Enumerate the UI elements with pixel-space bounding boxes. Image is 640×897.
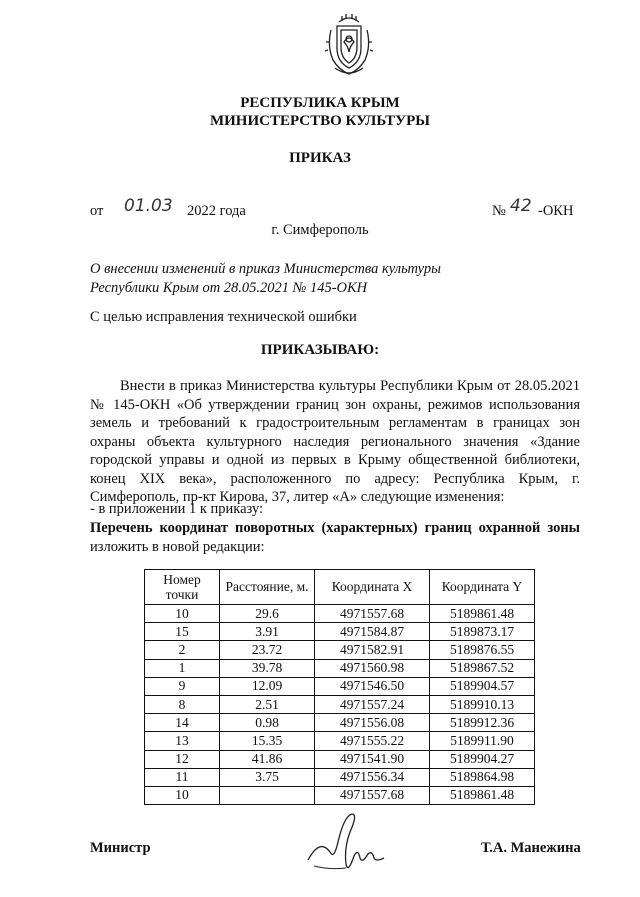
table-header-row — [145, 570, 535, 605]
cell-coordinate-y: 5189910.13 — [430, 695, 535, 713]
handwritten-date: 01.03 — [124, 196, 173, 216]
handwritten-number: 42 — [510, 196, 532, 216]
subject-line-1: О внесении изменений в приказ Министерства культуры — [90, 261, 441, 277]
cell-coordinate-y: 5189864.98 — [430, 768, 535, 786]
table-row — [145, 732, 535, 750]
cell-coordinate-y: 5189911.90 — [430, 732, 535, 750]
number-suffix: -ОКН — [538, 203, 574, 219]
cell-point-number: 10 — [145, 605, 220, 623]
cell-point-number: 15 — [145, 623, 220, 641]
cell-distance: 15.35 — [220, 732, 315, 750]
header-coordinate-x: Координата X — [315, 570, 430, 605]
cell-coordinate-y: 5189867.52 — [430, 659, 535, 677]
date-from-label: от — [90, 203, 104, 219]
cell-coordinate-x: 4971541.90 — [315, 750, 430, 768]
cell-coordinate-y: 5189861.48 — [430, 605, 535, 623]
cell-distance: 3.75 — [220, 768, 315, 786]
header-point-number: Номер точки — [145, 570, 220, 605]
cell-distance — [220, 786, 315, 804]
appendix-line: - в приложении 1 к приказу: — [90, 501, 264, 517]
cell-distance: 12.09 — [220, 677, 315, 695]
cell-coordinate-x: 4971560.98 — [315, 659, 430, 677]
table-row — [145, 659, 535, 677]
cell-coordinate-y: 5189861.48 — [430, 786, 535, 804]
cell-point-number: 2 — [145, 641, 220, 659]
order-word: ПРИКАЗЫВАЮ: — [260, 342, 380, 358]
cell-distance: 3.91 — [220, 623, 315, 641]
cell-distance: 0.98 — [220, 714, 315, 732]
table-row — [145, 714, 535, 732]
cell-point-number: 8 — [145, 695, 220, 713]
cell-distance: 29.6 — [220, 605, 315, 623]
ministry-title: МИНИСТЕРСТВО КУЛЬТУРЫ — [209, 113, 431, 129]
cell-point-number: 12 — [145, 750, 220, 768]
cell-coordinate-x: 4971556.34 — [315, 768, 430, 786]
cell-coordinate-x: 4971555.22 — [315, 732, 430, 750]
table-row — [145, 641, 535, 659]
cell-coordinate-y: 5189876.55 — [430, 641, 535, 659]
cell-point-number: 14 — [145, 714, 220, 732]
republic-title: РЕСПУБЛИКА КРЫМ — [240, 95, 400, 111]
table-row — [145, 623, 535, 641]
cell-distance: 41.86 — [220, 750, 315, 768]
cell-point-number: 10 — [145, 786, 220, 804]
table-body — [145, 605, 535, 805]
subject-line-2: Республики Крым от 28.05.2021 № 145-ОКН — [90, 280, 368, 296]
document-type-title: ПРИКАЗ — [289, 150, 351, 166]
cell-coordinate-x: 4971557.68 — [315, 786, 430, 804]
cell-coordinate-y: 5189904.27 — [430, 750, 535, 768]
coordinates-list-title: Перечень координат поворотных (характерных) границ охранной зоны — [90, 520, 580, 536]
cell-point-number: 11 — [145, 768, 220, 786]
table-row — [145, 786, 535, 804]
coat-of-arms-emblem — [323, 12, 375, 78]
table-row — [145, 750, 535, 768]
cell-coordinate-x: 4971556.08 — [315, 714, 430, 732]
purpose-text: С целью исправления технической ошибки — [90, 309, 357, 325]
cell-distance: 39.78 — [220, 659, 315, 677]
cell-point-number: 13 — [145, 732, 220, 750]
cell-point-number: 9 — [145, 677, 220, 695]
table-row — [145, 677, 535, 695]
cell-coordinate-x: 4971582.91 — [315, 641, 430, 659]
coordinates-table — [144, 569, 535, 805]
cell-coordinate-y: 5189912.36 — [430, 714, 535, 732]
cell-coordinate-x: 4971584.87 — [315, 623, 430, 641]
cell-coordinate-x: 4971557.68 — [315, 605, 430, 623]
minister-title: Министр — [90, 840, 151, 856]
handwritten-signature — [300, 808, 390, 880]
table-row — [145, 768, 535, 786]
cell-distance: 23.72 — [220, 641, 315, 659]
cell-coordinate-y: 5189904.57 — [430, 677, 535, 695]
table-row — [145, 695, 535, 713]
body-main-paragraph: Внести в приказ Министерства культуры Республики Крым от 28.05.2021 № 145-ОКН «Об утверждении границ зон охраны, режимов использования земель и требований к градостроительным регламентам в границах зон охраны объекта культурного наследия регионального значения «Здание городской управы и одной из первых в Крыму общественной библиотеки, конец XIX века», расположенного по адресу: Республика Крым, г. Симферополь, пр-кт Кирова, 37, литер «А» следующие изменения: — [90, 378, 580, 505]
city-text: г. Симферополь — [271, 222, 369, 238]
table-row — [145, 605, 535, 623]
cell-point-number: 1 — [145, 659, 220, 677]
cell-coordinate-x: 4971557.24 — [315, 695, 430, 713]
cell-coordinate-y: 5189873.17 — [430, 623, 535, 641]
header-coordinate-y: Координата Y — [430, 570, 535, 605]
number-label: № — [492, 203, 506, 219]
cell-distance: 2.51 — [220, 695, 315, 713]
new-edition-text: изложить в новой редакции: — [90, 538, 265, 555]
cell-coordinate-x: 4971546.50 — [315, 677, 430, 695]
header-distance: Расстояние, м. — [220, 570, 315, 605]
year-text: 2022 года — [187, 203, 246, 219]
new-edition-paragraph — [90, 519, 580, 556]
minister-name: Т.А. Манежина — [481, 840, 581, 856]
